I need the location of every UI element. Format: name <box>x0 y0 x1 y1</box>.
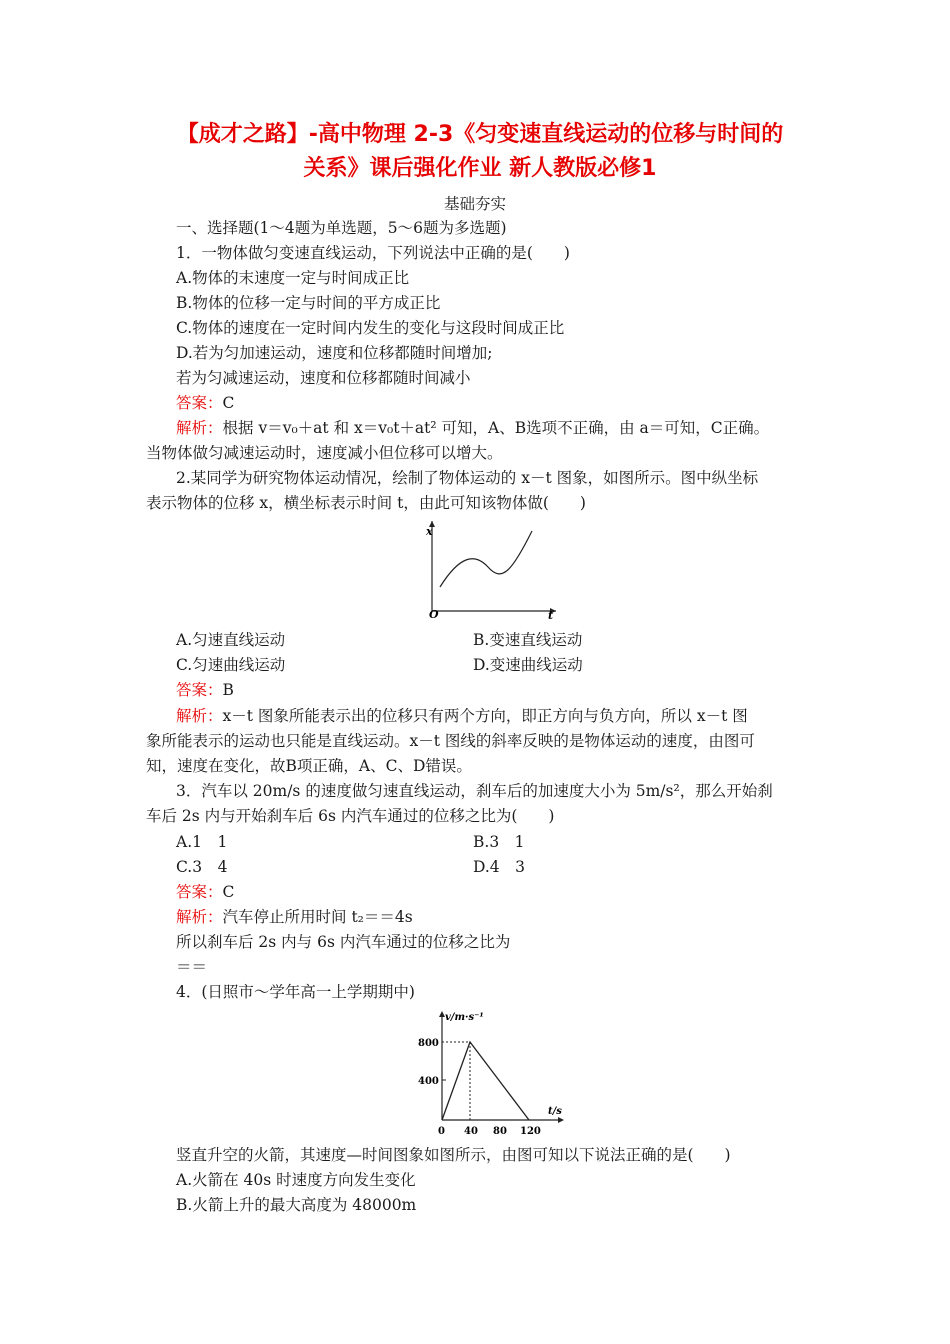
document-title-line-1: 【成才之路】-高中物理 2-3《匀变速直线运动的位移与时间的 <box>176 122 784 147</box>
q3-analysis-line-1 <box>176 907 413 927</box>
q4-vt-graph <box>412 1005 572 1140</box>
q2-option-d: D.变速曲线运动 <box>473 656 583 674</box>
analysis-label: 解析： <box>176 419 223 437</box>
q2-stem-line-1: 2.某同学为研究物体运动情况，绘制了物体运动的 x－t 图象，如图所示。图中纵坐标 <box>176 469 759 487</box>
q3-option-c: C.3 4 <box>176 858 228 876</box>
x-tick-label: 120 <box>520 1126 541 1137</box>
section-heading: 基础夯实 <box>443 195 506 213</box>
q2-option-a: A.匀速直线运动 <box>176 631 286 649</box>
part-heading: 一、选择题(1～4题为单选题，5～6题为多选题) <box>176 219 507 237</box>
q2-answer <box>176 680 234 700</box>
analysis-label: 解析： <box>176 707 223 725</box>
q1-analysis-line-2: 当物体做匀减速运动时，速度减小但位移可以增大。 <box>146 444 503 462</box>
analysis-text: 汽车停止所用时间 t₂＝＝4s <box>222 908 413 926</box>
q4-stem-line-2: 竖直升空的火箭，其速度—时间图象如图所示，由图可知以下说法正确的是( ) <box>176 1146 731 1164</box>
answer-label: 答案： <box>176 681 223 699</box>
x-axis-label: t/s <box>548 1106 562 1117</box>
q3-analysis-line-3: ＝＝ <box>176 958 208 976</box>
q1-answer <box>176 393 234 413</box>
y-axis-label: x <box>426 525 433 538</box>
q4-stem: 4．(日照市～学年高一上学期期中) <box>176 983 415 1001</box>
q2-analysis-line-3: 知，速度在变化，故B项正确，A、C、D错误。 <box>146 757 472 775</box>
q2-analysis-line-2: 象所能表示的运动也只能是直线运动。x－t 图线的斜率反映的是物体运动的速度，由图可 <box>146 732 755 750</box>
y-tick-label: 400 <box>418 1076 439 1087</box>
answer-value: C <box>222 394 235 412</box>
q2-xt-graph <box>420 515 560 620</box>
q3-analysis-line-2: 所以刹车后 2s 内与 6s 内汽车通过的位移之比为 <box>176 933 511 951</box>
q1-option-c: C.物体的速度在一定时间内发生的变化与这段时间成正比 <box>176 319 565 337</box>
q3-option-a: A.1 1 <box>176 833 228 851</box>
analysis-text: 根据 v＝v₀＋at 和 x＝v₀t＋at² 可知，A、B选项不正确，由 a＝可知，C正确。 <box>222 419 770 437</box>
answer-value: C <box>222 883 235 901</box>
y-tick-label: 800 <box>418 1038 439 1049</box>
answer-label: 答案： <box>176 883 223 901</box>
q1-option-d-line-1: D.若为匀加速运动，速度和位移都随时间增加; <box>176 344 493 362</box>
q1-option-d-line-2: 若为匀减速运动，速度和位移都随时间减小 <box>176 369 471 387</box>
x-axis-arrow <box>558 1117 564 1123</box>
x-tick-label: 0 <box>438 1126 445 1137</box>
vt-line <box>442 1042 529 1120</box>
q2-analysis-line-1 <box>176 706 748 726</box>
answer-value: B <box>222 681 234 699</box>
q2-stem-line-2: 表示物体的位移 x，横坐标表示时间 t，由此可知该物体做( ) <box>146 494 586 512</box>
q3-answer <box>176 882 234 902</box>
analysis-text: x－t 图象所能表示出的位移只有两个方向，即正方向与负方向，所以 x－t 图 <box>222 707 748 725</box>
q3-stem-line-2: 车后 2s 内与开始刹车后 6s 内汽车通过的位移之比为( ) <box>146 807 555 825</box>
q1-analysis-line-1 <box>176 418 769 438</box>
xt-curve <box>440 531 532 587</box>
q3-stem-line-1: 3．汽车以 20m/s 的速度做匀速直线运动，刹车后的加速度大小为 5m/s²，那么开始刹 <box>176 782 773 800</box>
y-axis-label: v/m·s⁻¹ <box>445 1012 484 1023</box>
x-tick-label: 80 <box>493 1126 507 1137</box>
q2-option-b: B.变速直线运动 <box>473 631 583 649</box>
q2-option-c: C.匀速曲线运动 <box>176 656 286 674</box>
document-title-line-2: 关系》课后强化作业 新人教版必修1 <box>303 156 657 181</box>
q4-option-b: B.火箭上升的最大高度为 48000m <box>176 1196 417 1214</box>
x-tick-label: 40 <box>464 1126 478 1137</box>
x-axis-label: t <box>548 609 554 620</box>
analysis-label: 解析： <box>176 908 223 926</box>
q1-stem: 1．一物体做匀变速直线运动，下列说法中正确的是( ) <box>176 244 570 262</box>
q3-option-d: D.4 3 <box>473 858 526 876</box>
q3-option-b: B.3 1 <box>473 833 525 851</box>
q1-option-b: B.物体的位移一定与时间的平方成正比 <box>176 294 441 312</box>
origin-label: O <box>429 608 439 620</box>
answer-label: 答案： <box>176 394 223 412</box>
q4-option-a: A.火箭在 40s 时速度方向发生变化 <box>176 1171 416 1189</box>
q1-option-a: A.物体的末速度一定与时间成正比 <box>176 269 410 287</box>
